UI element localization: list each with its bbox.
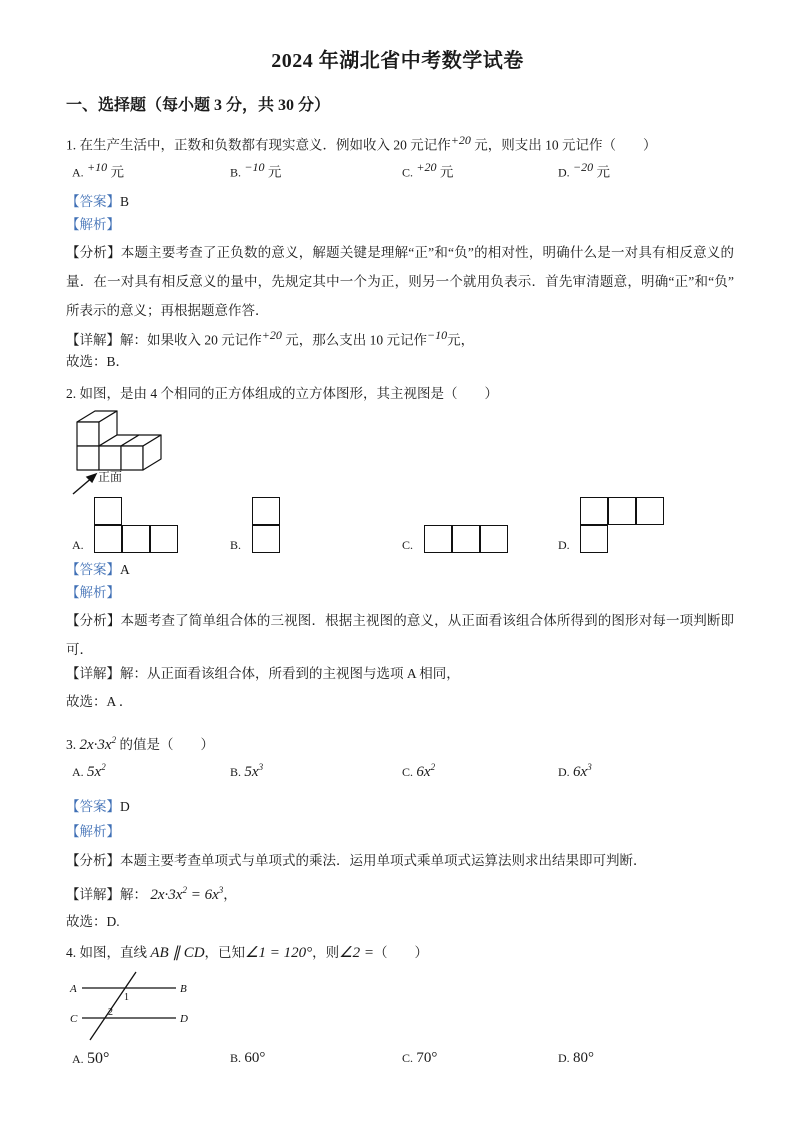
section-heading: 一、选择题（每小题 3 分，共 30 分） bbox=[66, 97, 331, 114]
transversal-line bbox=[90, 972, 136, 1040]
angle-1-label: 1 bbox=[124, 992, 129, 1003]
q3-option-b-value: $5x^3$ bbox=[244, 762, 264, 780]
q1-detail-mid: 元，那么支出 10 元记作 bbox=[285, 332, 427, 348]
q2-stem-text: 如图，是由 4 个相同的正方体组成的立方体图形，其主视图是（ ） bbox=[79, 386, 498, 401]
q2-analysis-text: 本题考查了简单组合体的三视图．根据主视图的意义，从正面看该组合体所得到的图形对每一项判断即可． bbox=[66, 613, 735, 657]
q2-front-label: 正面 bbox=[98, 470, 123, 484]
q2-isometric-cube-figure bbox=[70, 404, 190, 496]
q2-option-d-key: D. bbox=[558, 538, 570, 552]
q3-option-d-key: D. bbox=[558, 765, 570, 779]
q1-option-b-sup: −10 bbox=[244, 160, 265, 174]
q3-fenxi-tag: 【分析】 bbox=[66, 853, 120, 868]
q1-option-a-sup: +10 bbox=[87, 160, 108, 174]
q4-option-c[interactable] bbox=[402, 1050, 437, 1067]
q4-option-c-value: 70° bbox=[416, 1050, 438, 1066]
question-3-answer bbox=[66, 797, 734, 817]
q2-xiangjie-tag: 【详解】 bbox=[66, 666, 120, 681]
q2-answer-tag: 【答案】 bbox=[66, 562, 120, 577]
q1-option-d-sup: −20 bbox=[573, 160, 594, 174]
question-4-stem bbox=[66, 943, 734, 963]
cube-solid-svg bbox=[70, 404, 190, 496]
q1-option-c[interactable] bbox=[402, 160, 453, 181]
parallel-lines-svg bbox=[68, 966, 198, 1046]
question-2-detail bbox=[66, 664, 734, 684]
question-1-analysis bbox=[66, 238, 734, 325]
q2-answer-value: A bbox=[120, 562, 130, 577]
q1-option-a[interactable] bbox=[72, 160, 124, 181]
q1-stem-mid: 元，则支出 10 元记作（ ） bbox=[474, 137, 657, 153]
q2-option-a-shape bbox=[94, 497, 178, 553]
q3-number: 3. bbox=[66, 737, 77, 752]
q4-option-b[interactable] bbox=[230, 1050, 265, 1067]
q1-option-d[interactable] bbox=[558, 160, 610, 181]
q4-option-d-key: D. bbox=[558, 1051, 570, 1065]
angle-2-label: 2 bbox=[108, 1007, 113, 1018]
front-arrow-icon bbox=[73, 474, 96, 494]
q3-option-b[interactable] bbox=[230, 762, 263, 781]
q1-fenxi-tag: 【分析】 bbox=[66, 245, 121, 260]
q1-detail-end: 元， bbox=[447, 332, 475, 348]
q1-option-d-unit: 元 bbox=[596, 164, 611, 180]
label-d: D bbox=[180, 1013, 188, 1025]
q2-option-c[interactable] bbox=[402, 495, 552, 555]
q3-stem-tail: 的值是（ ） bbox=[119, 737, 214, 752]
q3-option-c-key: C. bbox=[402, 765, 414, 779]
q2-option-b-key: B. bbox=[230, 538, 242, 552]
q1-option-b-unit: 元 bbox=[267, 164, 282, 180]
q3-answer-tag: 【答案】 bbox=[66, 799, 120, 814]
q1-detail-sup1: +20 bbox=[261, 328, 282, 342]
q2-number: 2. bbox=[66, 386, 77, 401]
q1-number: 1. bbox=[66, 137, 77, 153]
q1-option-c-key: C. bbox=[402, 165, 414, 180]
q2-option-a-key: A. bbox=[72, 538, 84, 552]
q3-conclusion: 故选：D. bbox=[66, 914, 120, 929]
q3-analysis-text: 本题主要考查单项式与单项式的乘法．运用单项式乘单项式运算法则求出结果即可判断． bbox=[120, 853, 647, 868]
q1-detail-sup2: −10 bbox=[426, 328, 448, 342]
q4-parallel-lines-figure bbox=[68, 966, 198, 1046]
q4-option-b-value: 60° bbox=[244, 1050, 266, 1066]
q1-stem-sup: +20 bbox=[450, 133, 471, 147]
q1-answer-tag: 【答案】 bbox=[66, 194, 120, 209]
question-1-stem bbox=[66, 130, 734, 156]
q3-option-c-value: $6x^2$ bbox=[416, 762, 436, 780]
q2-option-d-shape bbox=[580, 497, 664, 553]
q2-option-a[interactable] bbox=[72, 495, 222, 555]
q3-detail-end: ， bbox=[223, 887, 237, 902]
q2-option-c-key: C. bbox=[402, 538, 414, 552]
q4-option-a-value: 50° bbox=[87, 1050, 110, 1067]
q3-analysis-tag: 【解析】 bbox=[66, 824, 120, 839]
q4-option-d[interactable] bbox=[558, 1050, 594, 1067]
q1-option-a-unit: 元 bbox=[110, 164, 125, 180]
q3-detail-expression: $2x\cdot 3x^2 = 6x^3$ bbox=[150, 885, 224, 903]
question-2-stem bbox=[66, 384, 734, 404]
q3-option-c[interactable] bbox=[402, 762, 435, 781]
q3-answer-value: D bbox=[120, 799, 130, 814]
q4-stem-end: （ ） bbox=[373, 945, 428, 960]
q1-answer-value: B bbox=[120, 194, 130, 209]
q4-option-c-key: C. bbox=[402, 1051, 414, 1065]
q4-stem-math-2: ∠1 = 120° bbox=[245, 945, 313, 961]
q1-option-b[interactable] bbox=[230, 160, 281, 181]
q1-conclusion: 故选：B． bbox=[66, 354, 130, 369]
q2-conclusion: 故选：A ． bbox=[66, 694, 133, 709]
q1-option-b-key: B. bbox=[230, 165, 242, 180]
q3-option-a-value: $5x^2$ bbox=[87, 762, 106, 780]
label-a: A bbox=[70, 983, 77, 995]
question-2-analysis bbox=[66, 606, 734, 664]
label-b: B bbox=[180, 983, 187, 995]
q4-option-d-value: 80° bbox=[573, 1050, 595, 1066]
q1-option-d-key: D. bbox=[558, 165, 570, 180]
q2-fenxi-tag: 【分析】 bbox=[66, 613, 121, 628]
q1-stem-pre: 在生产生活中，正数和负数都有现实意义．例如收入 20 元记作 bbox=[79, 137, 451, 153]
q3-xiangjie-tag: 【详解】 bbox=[66, 887, 120, 902]
q4-option-b-key: B. bbox=[230, 1051, 242, 1065]
q3-option-b-key: B. bbox=[230, 765, 242, 779]
page-title: 2024 年湖北省中考数学试卷 bbox=[271, 50, 524, 72]
q4-option-a[interactable] bbox=[72, 1050, 109, 1068]
q2-option-b[interactable] bbox=[230, 495, 350, 555]
q1-option-c-unit: 元 bbox=[439, 164, 454, 180]
q2-detail-text: 解：从正面看该组合体，所看到的主视图与选项 A 相同， bbox=[120, 666, 460, 681]
q4-stem-mid-2: ，则 bbox=[312, 945, 340, 960]
question-1-answer bbox=[66, 192, 734, 212]
q4-stem-math-3: ∠2 = bbox=[339, 945, 374, 961]
question-3-stem bbox=[66, 730, 734, 755]
q3-option-a-key: A. bbox=[72, 765, 84, 779]
q1-analysis-tag: 【解析】 bbox=[66, 217, 120, 232]
q2-analysis-tag: 【解析】 bbox=[66, 585, 120, 600]
q4-stem-math-1: AB ∥ CD bbox=[150, 945, 205, 961]
q1-analysis-text: 本题主要考查了正负数的意义，解题关键是理解“正”和“负”的相对性，明确什么是一对具有相反意义的量．在一对具有相反意义的量中，先规定其中一个为正，则另一个就用负表示．首先审清题意，明确“正”和“负”所表示的意义；再根据题意作答． bbox=[66, 245, 735, 318]
q2-option-d[interactable] bbox=[558, 495, 718, 555]
q4-stem-pre: 如图，直线 bbox=[79, 945, 147, 960]
q1-xiangjie-tag: 【详解】 bbox=[66, 332, 120, 348]
q2-option-c-shape bbox=[424, 525, 508, 553]
q3-option-a[interactable] bbox=[72, 762, 106, 781]
q3-option-d[interactable] bbox=[558, 762, 592, 781]
q2-option-b-shape bbox=[252, 497, 280, 553]
question-2-options bbox=[66, 493, 734, 555]
q4-stem-mid-1: ，已知 bbox=[204, 945, 246, 960]
q1-option-a-key: A. bbox=[72, 165, 84, 180]
q3-detail-pre: 解： bbox=[120, 887, 147, 902]
question-3-detail bbox=[66, 880, 734, 905]
q3-stem-expression: $2x\cdot 3x^2$ bbox=[79, 735, 117, 753]
question-2-answer bbox=[66, 560, 734, 580]
q3-option-d-value: $6x^3$ bbox=[573, 762, 592, 780]
question-3-analysis bbox=[66, 846, 734, 875]
q1-detail-pre: 解：如果收入 20 元记作 bbox=[120, 332, 262, 348]
label-c: C bbox=[70, 1013, 78, 1025]
q1-option-c-sup: +20 bbox=[416, 160, 437, 174]
q4-option-a-key: A. bbox=[72, 1052, 84, 1066]
question-1-detail bbox=[66, 325, 734, 351]
q4-number: 4. bbox=[66, 945, 77, 960]
